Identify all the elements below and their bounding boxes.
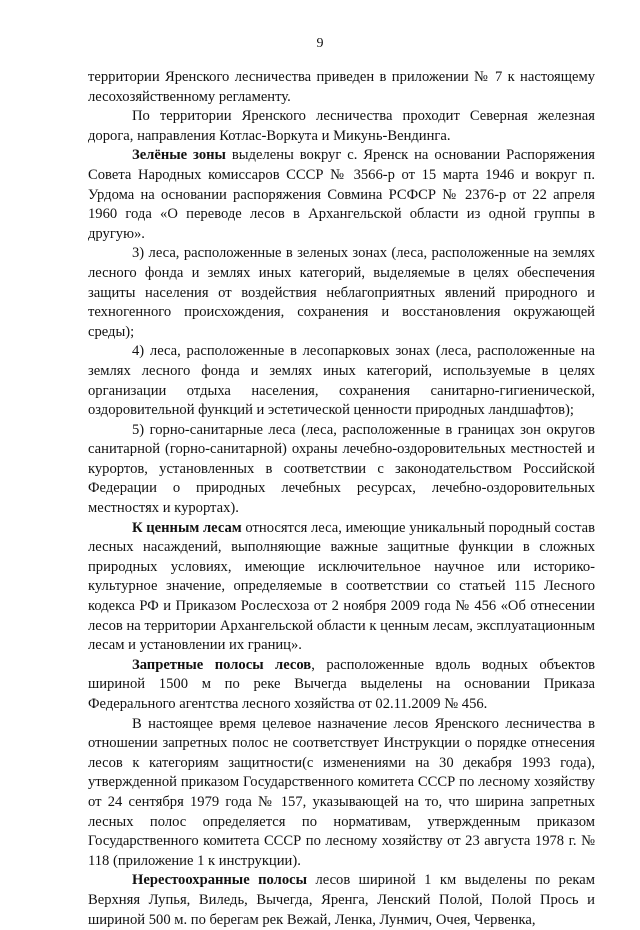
paragraph-lead: Запретные полосы лесов [132,656,312,673]
paragraph-text: 3) леса, расположенные в зеленых зонах (леса, расположенные на землях лесного фонда и землях иных категорий, выделяемые в целях обеспечения защиты населения от воздействия неблагоприятных явлений природного и техногенного происхождения, сохранения и восстановления окружающей среды); [88,245,595,340]
paragraph [88,871,595,930]
paragraph-text: выделены вокруг с. Яренск на основании Распоряжения Совета Народных комиссаров СССР № 3566-р от 15 марта 1946 и вокруг п. Урдома на основании распоряжения Совмина РСФСР № 2376-р от 22 апреля 1960 года «О переводе лесов в Архангельской области из одной группы в другую». [88,147,595,242]
paragraph-lead: К ценным лесам [132,519,242,536]
paragraph [88,68,595,107]
paragraph-lead: Нерестоохранные полосы [132,872,307,889]
paragraph-lead: Зелёные зоны [132,147,226,164]
paragraph [88,107,595,146]
paragraph [88,244,595,342]
paragraph-text: 4) леса, расположенные в лесопарковых зонах (леса, расположенные на землях лесного фонда и землях иных категорий, используемые в целях организации отдыха населения, сохранения санитарно-гигиенической, оздоровительной функций и эстетической ценности природных ландшафтов); [88,343,595,419]
paragraph [88,715,595,872]
paragraph [88,519,595,656]
paragraph-text: В настоящее время целевое назначение лесов Яренского лесничества в отношении запретных полос не соответствует Инструкции о порядке отнесения лесов к категориям защитности(с изменениями на 30 декабря 1993 года), утвержденной приказом Государственного комитета СССР по лесному хозяйству от 24 сентября 1979 года № 157, указывающей на то, что ширина запретных лесных полос определяется по нормативам, утвержденным приказом Государственного комитета СССР по лесному хозяйству от 23 августа 1978 г. № 118 (приложение 1 к инструкции). [88,715,595,869]
paragraph [88,146,595,244]
paragraph [88,342,595,420]
body-text [88,68,595,930]
paragraph-text: , расположенные вдоль водных объектов шириной 1500 м по реке Вычегда выделены на основании Приказа Федерального агентства лесного хозяйства от 02.11.2009 № 456. [88,656,596,712]
paragraph-text: По территории Яренского лесничества проходит Северная железная дорога, направления Котлас-Воркута и Микунь-Вендинга. [88,108,595,144]
paragraph-text: лесов шириной 1 км выделены по рекам Верхняя Лупья, Виледь, Вычегда, Яренга, Ленский Полой, Полой Прось и шириной 500 м. по берегам рек Вежай, Ленка, Лунмич, Очея, Червенка, [88,872,595,928]
paragraph [88,421,595,519]
page-number: 9 [316,36,324,51]
paragraph-text: относятся леса, имеющие уникальный породный состав лесных насаждений, выполняющие важные защитные функции в сложных природных условиях, имеющие исключительное научное или историко-культурное значение, определяемые в соответствии со статьей 115 Лесного кодекса РФ и Приказом Рослесхоза от 2 ноября 2009 года № 456 «Об отнесении лесов на территории Архангельской области к ценным лесам, эксплуатационным лесам и установлении их границ». [88,519,596,654]
paragraph-text: 5) горно-санитарные леса (леса, расположенные в границах зон округов санитарной (горно-санитарной) охраны лечебно-оздоровительных местностей и курортов, установленных в соответствии с законодательством Российской Федерации о природных лечебных ресурсах, лечебно-оздоровительных местностях и курортах). [88,421,595,517]
paragraph-text: территории Яренского лесничества приведен в приложении № 7 к настоящему лесохозяйственному регламенту. [88,69,595,105]
paragraph [88,656,595,715]
